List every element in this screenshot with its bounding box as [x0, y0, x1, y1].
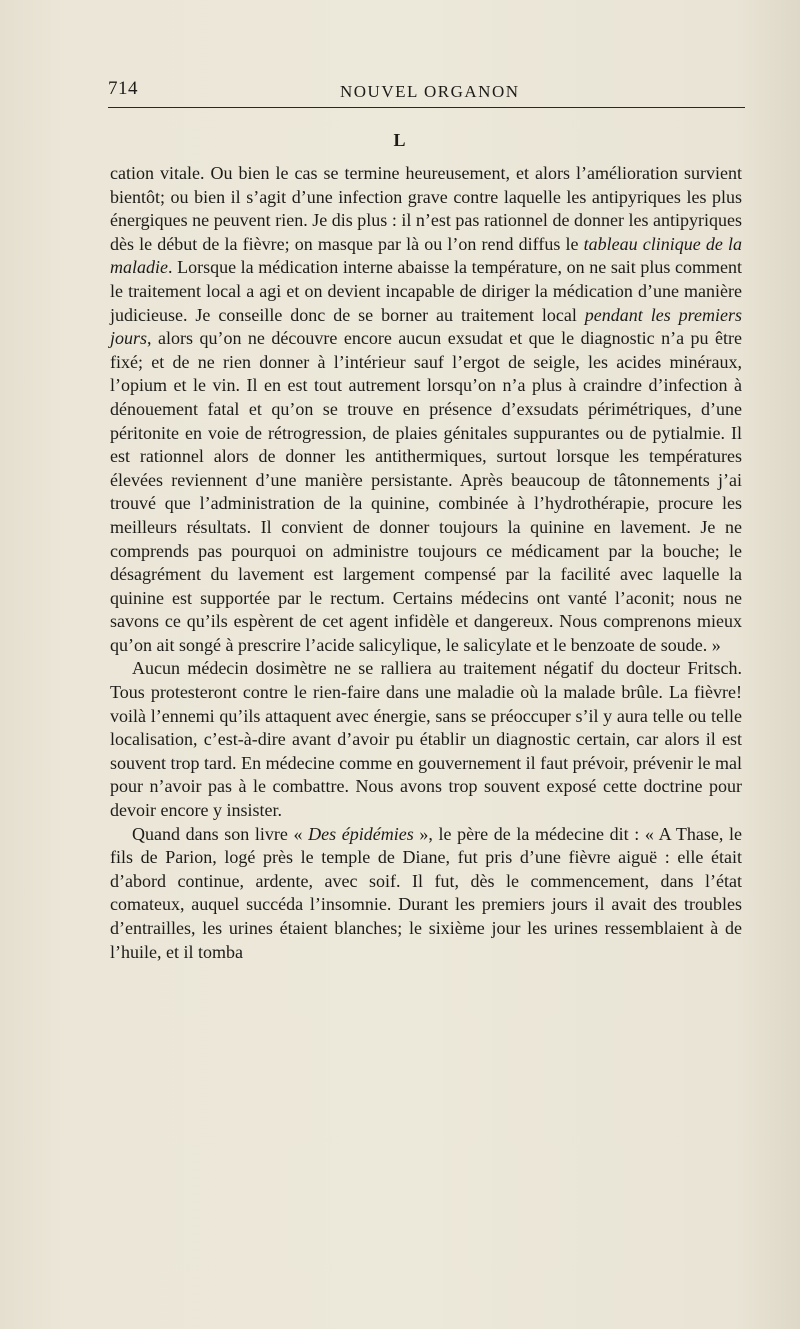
running-head [108, 70, 748, 106]
text-run: cation vitale. Ou bien le cas se termine heureusement, et alors l’amélioration survient bientôt; ou bien il s’agit d’une infection grave contre laquelle les antipyriques les plus énergiques ne peuvent rien. Je dis plus : il n’est pas rationnel de donner les antipyriques dès le début de la fièvre; on masque par là ou l’on rend diffus le [110, 163, 742, 254]
signature-mark: L [393, 130, 407, 150]
text-run: », le père de la médecine dit : « A Thase, le fils de Parion, logé près le temple de Diane, fut pris d’une fièvre aiguë : elle était d’abord continue, ardente, avec soif. Il fut, dès le commencement, dans l’état comateux, auquel succéda l’insomnie. Durant les premiers jours il avait des troubles d’entrailles, les urines étaient blanches; le sixième jour les urines ressemblaient à de l’huile, et il tomba [110, 823, 742, 962]
italic-phrase: pendant les premiers jours [110, 304, 742, 349]
text-run: Aucun médecin dosimètre ne se ralliera au traitement négatif du docteur Fritsch. Tous protesteront contre le rien-faire dans une maladie où la malade brûle. La fièvre! voilà l’ennemi qu’ils attaquent avec énergie, sans se préoccuper s’il y aura telle ou telle localisation, c’est-à-dire avant d’avoir pu établir un diagnostic certain, car alors il est souvent trop tard. En médecine comme en gouvernement il faut prévoir, prévenir le mal pour n’avoir pas à le combattre. Nous avons trop souvent exposé cette doctrine pour devoir encore y insister. [110, 658, 742, 821]
page-number: 714 [108, 78, 138, 99]
paragraph [110, 657, 742, 822]
text-run: . Lorsque la médication interne abaisse la température, on ne sait plus comment le traitement local a agi et on devient incapable de diriger la médication d’une manière judicieuse. Je conseille donc de se borner au traitement local [110, 257, 742, 325]
paragraph [110, 162, 742, 657]
header-rule [108, 107, 745, 108]
italic-phrase: Des épidémies [308, 823, 414, 844]
italic-phrase: tableau clinique de la maladie [110, 233, 742, 278]
text-run: Quand dans son livre « [132, 823, 309, 844]
running-title: NOUVEL ORGANON [340, 82, 520, 101]
paragraph [110, 823, 742, 965]
text-run: , alors qu’on ne découvre encore aucun exsudat et que le diagnostic n’a pu être fixé; et de ne rien donner à l’intérieur sauf l’ergot de seigle, les acides minéraux, l’opium et le vin. Il en est tout autrement lorsqu’on n’a plus à craindre d’infection à dénouement fatal et qu’on se trouve en présence d’exsudats périmétriques, d’une péritonite en voie de rétrogression, de plaies génitales suppurantes ou de pytialmie. Il est rationnel alors de donner les antithermiques, surtout lorsque les températures élevées reviennent d’une manière persistante. Après beaucoup de tâtonnements j’ai trouvé que l’administration de la quinine, combinée à l’hydrothérapie, procure les meilleurs résultats. Il convient de donner toujours la quinine en lavement. Je ne comprends pas pourquoi on administre toujours ce médicament par la bouche; le désagrément du lavement est largement compensé par la facilité avec laquelle la quinine est supportée par le rectum. Certains médecins ont vanté l’aconit; nous ne savons ce qu’ils espèrent de cet agent infidèle et dangereux. Nous comprenons mieux qu’on ait songé à prescrire l’acide salicylique, le salicylate et le benzoate de soude. » [110, 328, 742, 655]
body-text [110, 162, 742, 964]
